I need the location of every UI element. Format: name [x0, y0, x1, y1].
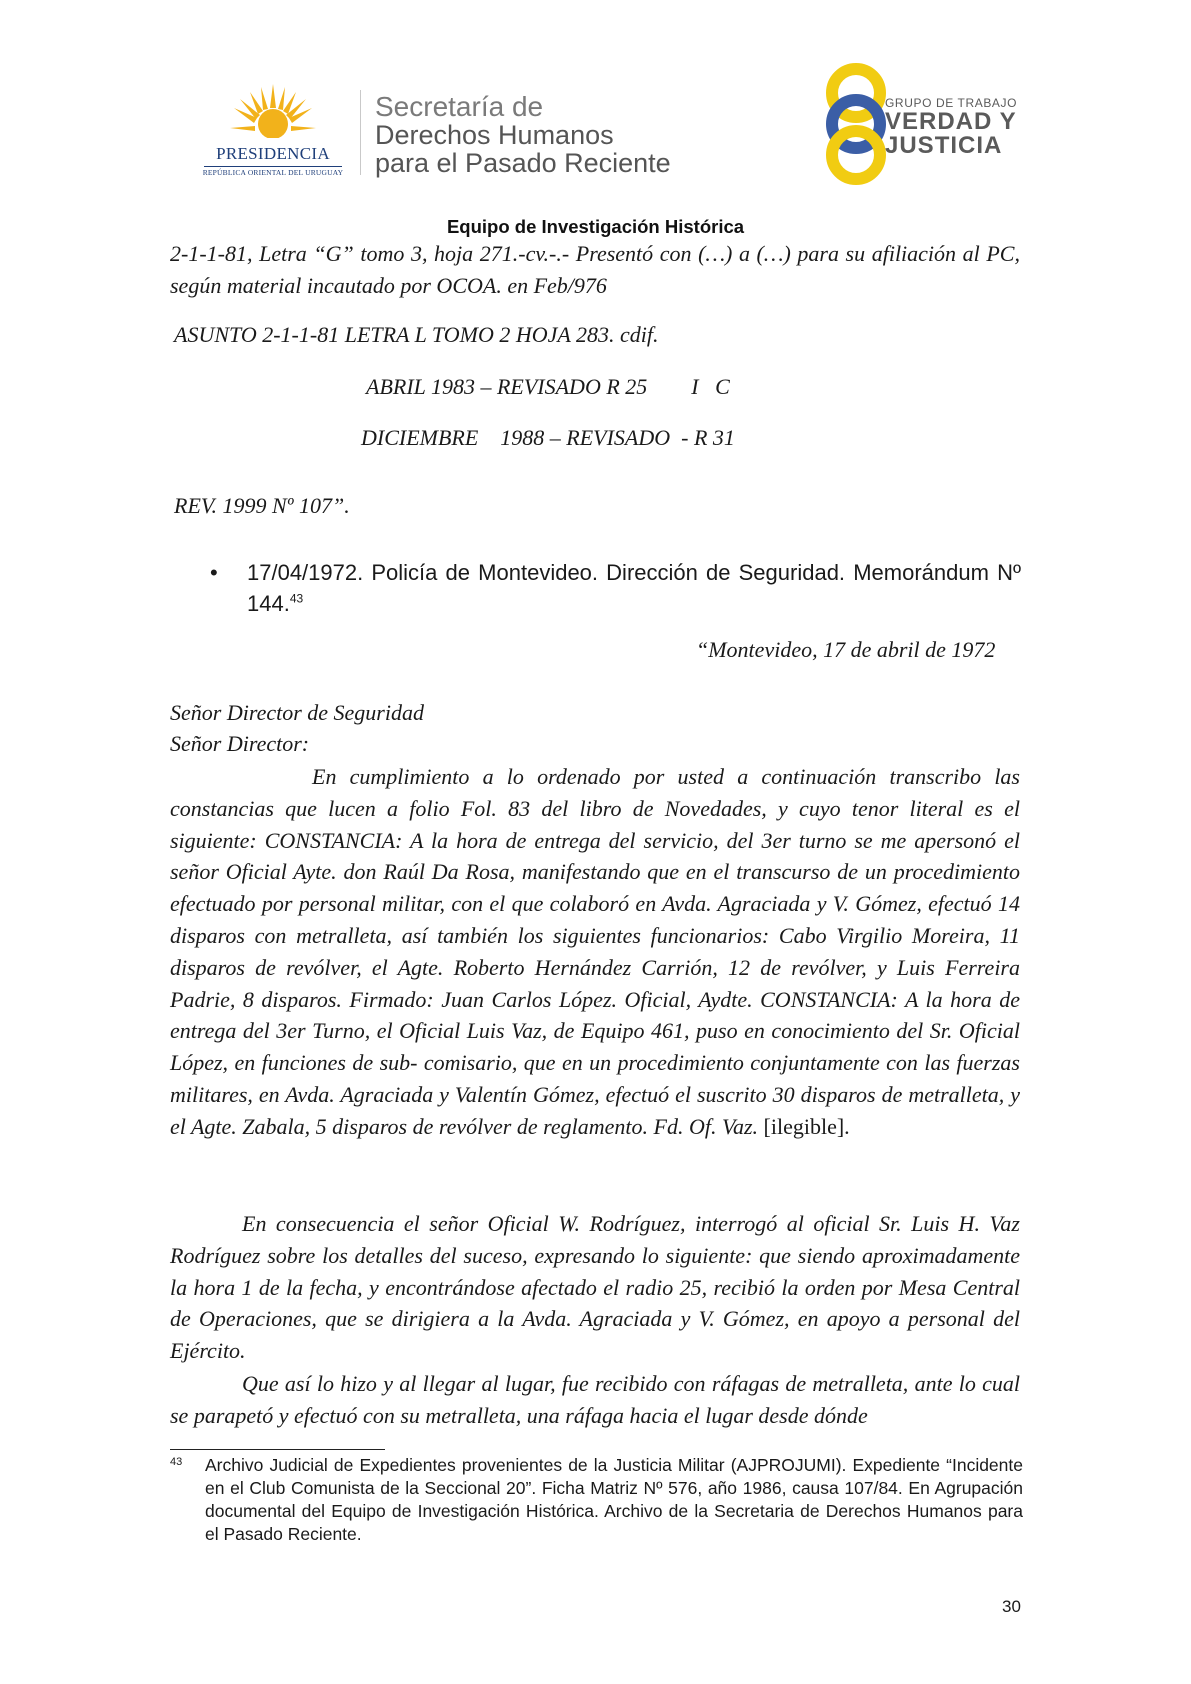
- date-line: “Montevideo, 17 de abril de 1972: [696, 637, 996, 662]
- bullet-dot-icon: •: [210, 560, 218, 585]
- paragraph-interrogatorio: En consecuencia el señor Oficial W. Rodríguez, interrogó al oficial Sr. Luis H. Vaz Rodríguez sobre los detalles del suceso, expresando lo siguiente: que siendo aproximadamente la hora 1 de la fecha, y encontrándose afectado el radio 25, recibió la orden por Mesa Central de Operaciones, que se dirigiera a la Avda. Agraciada y V. Gómez, en apoyo a personal del Ejército.: [170, 1211, 1020, 1364]
- paragraph-rafagas: Que así lo hizo y al llegar al lugar, fue recibido con ráfagas de metralleta, ante lo cual se parapetó y efectuó con su metralleta, una ráfaga hacia el lugar desde dónde: [170, 1371, 1020, 1428]
- sun-emblem-icon: [230, 82, 316, 146]
- team-heading: Equipo de Investigación Histórica: [446, 216, 745, 237]
- ilegible-note: [ilegible].: [763, 1113, 850, 1139]
- salutation-1: Señor Director de Seguridad: [170, 700, 424, 725]
- header-divider: [360, 90, 361, 175]
- asunto-line: ASUNTO 2-1-1-81 LETRA L TOMO 2 HOJA 283. cdif.: [174, 322, 659, 347]
- secretaria-line-3: para el Pasado Reciente: [375, 148, 671, 178]
- bullet-title: 17/04/1972. Policía de Montevideo. Dirección de Seguridad. Memorándum Nº 144.: [247, 560, 1021, 616]
- verdad-justicia-wordmark: [885, 96, 1017, 158]
- footnote-ref[interactable]: 43: [289, 591, 304, 606]
- grupo-label: GRUPO DE TRABAJO: [885, 96, 1018, 110]
- abril-line: ABRIL 1983 – REVISADO R 25 I C: [366, 374, 730, 399]
- justicia-label: JUSTICIA: [885, 132, 1003, 159]
- constancias-text: En cumplimiento a lo ordenado por usted a continuación transcribo las constancias que lucen a folio Fol. 83 del libro de Novedades, y cuyo tenor literal es el siguiente: CONSTANCIA: A la hora de entrega del servicio, del 3er turno se me apersonó el señor Oficial Ayte. don Raúl Da Rosa, manifestando que en el transcurso de un procedimiento efectuado por personal militar, con el que colaboró en Avda. Agraciada y V. Gómez, efectuó 14 disparos con metralleta, así también los siguientes funcionarios: Cabo Virgilio Moreira, 11 disparos de revólver, el Agte. Roberto Hernández Carrión, 12 de revólver, y Luis Ferreira Padrie, 8 disparos. Firmado: Juan Carlos López. Oficial, Aydte. CONSTANCIA: A la hora de entrega del 3er Turno, el Oficial Luis Vaz, de Equipo 461, puso en conocimiento del Sr. Oficial López, en funciones de sub- comisario, que en un procedimiento conjuntamente con las fuerzas militares, en Avda. Agraciada y Valentín Gómez, efectuó el suscrito 30 disparos de metralleta, y el Agte. Zabala, 5 disparos de revólver de reglamento. Fd. Of. Vaz.: [170, 764, 1020, 1139]
- diciembre-line: DICIEMBRE 1988 – REVISADO - R 31: [361, 425, 735, 450]
- secretaria-heading: [375, 92, 671, 177]
- bullet-text: [247, 557, 1021, 619]
- presidencia-subtitle: REPÚBLICA ORIENTAL DEL URUGUAY: [202, 168, 344, 177]
- paragraph-record-1: 2-1-1-81, Letra “G” tomo 3, hoja 271.-cv.-.- Presentó con (…) a (…) para su afiliación al PC, según material incautado por OCOA. en Feb/976: [170, 241, 1020, 298]
- rev-line: REV. 1999 Nº 107”.: [174, 493, 350, 518]
- presidencia-logo: [198, 82, 348, 182]
- paragraph-constancias: [170, 761, 1020, 1143]
- page-number: 30: [1002, 1597, 1021, 1616]
- presidencia-title: PRESIDENCIA: [216, 144, 330, 163]
- footnote-rule: [170, 1449, 385, 1450]
- secretaria-line-2: Derechos Humanos: [375, 120, 614, 150]
- salutation-2: Señor Director:: [170, 731, 310, 756]
- verdad-label: VERDAD Y: [885, 108, 1017, 135]
- footnote-text: Archivo Judicial de Expedientes provenientes de la Justicia Militar (AJPROJUMI). Expediente “Incidente en el Club Comunista de la Seccional 20”. Ficha Matriz Nº 576, año 1986, causa 107/84. En Agrupación documental del Equipo de Investigación Histórica. Archivo de la Secretaria de Derechos Humanos para el Pasado Reciente.: [205, 1455, 1023, 1544]
- presidencia-rule: [204, 166, 342, 167]
- footnote-number: 43: [170, 1456, 183, 1468]
- secretaria-line-1: Secretaría de: [375, 91, 544, 122]
